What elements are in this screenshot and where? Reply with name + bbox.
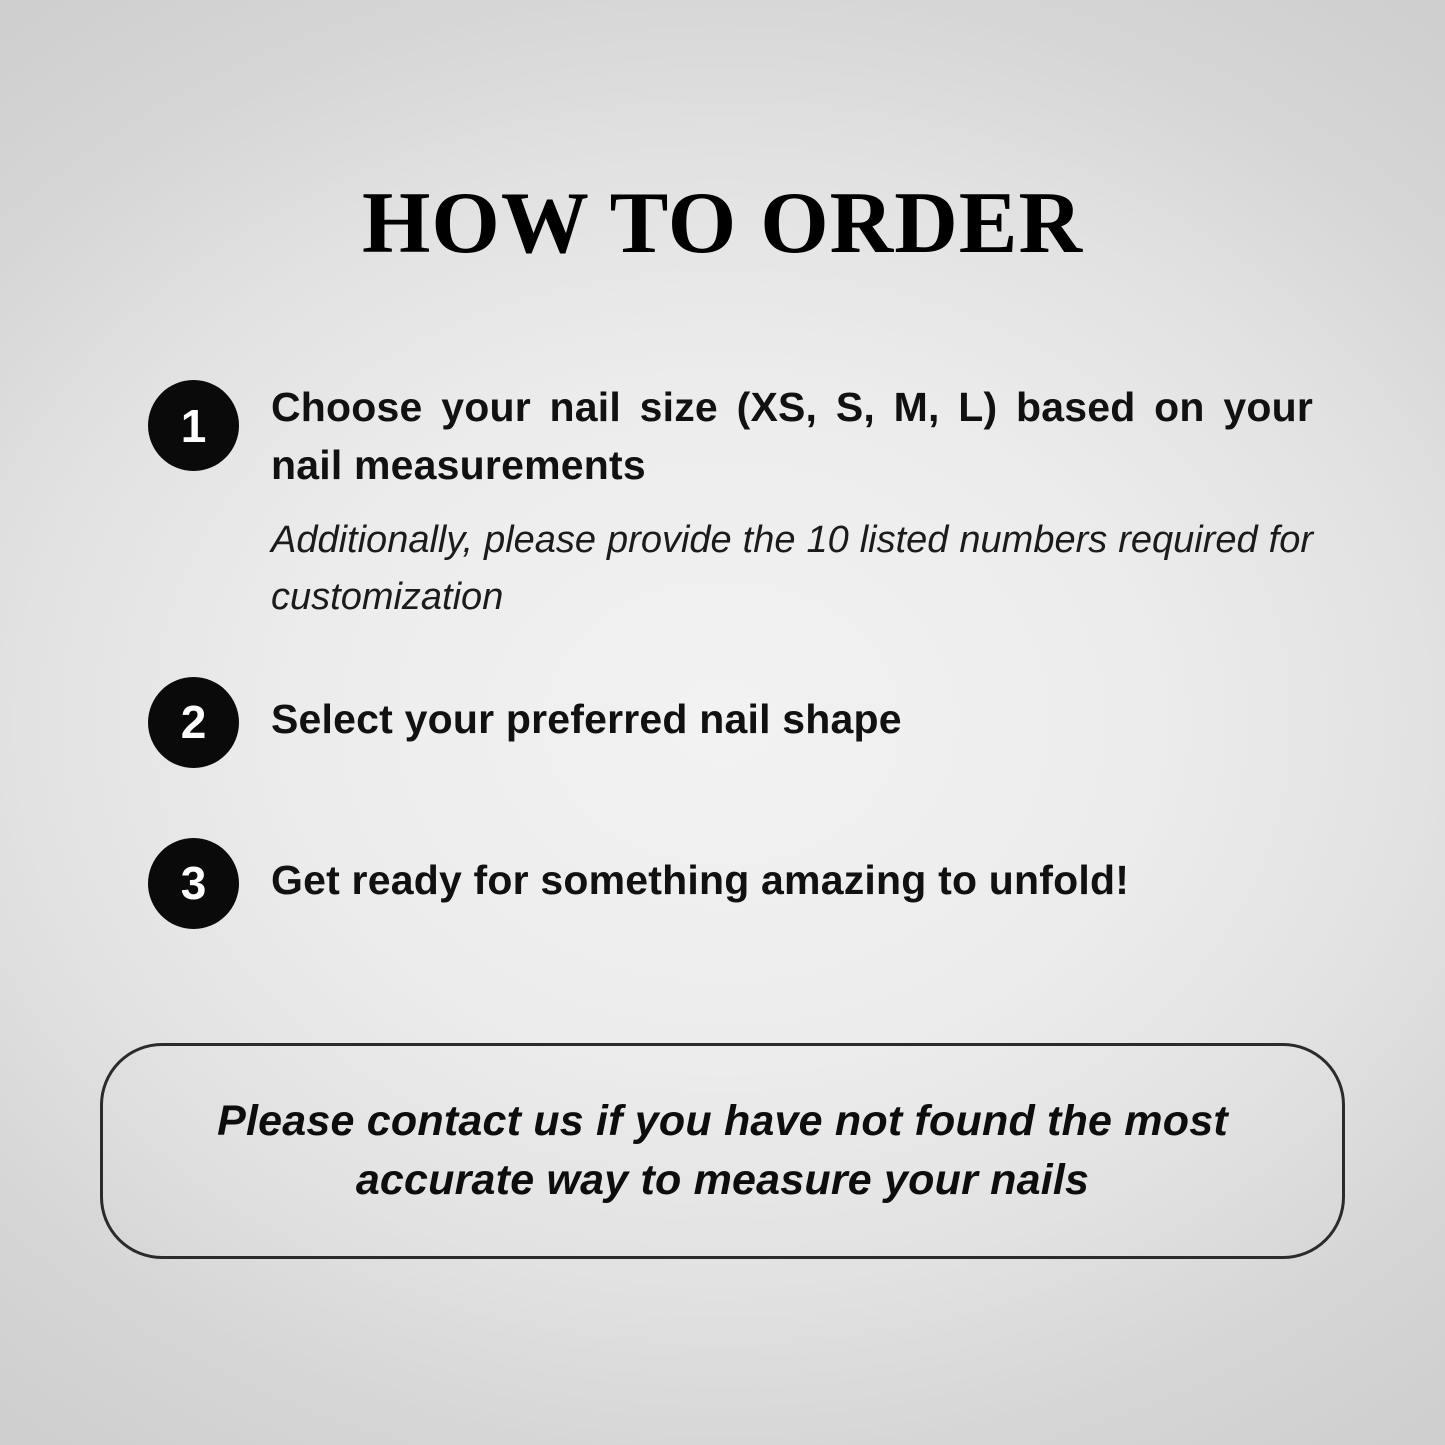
step-item <box>148 838 1313 929</box>
steps-list <box>148 378 1313 929</box>
step-text: Select your preferred nail shape <box>271 695 902 742</box>
step-item <box>148 677 1313 768</box>
step-number-badge: 1 <box>148 380 239 471</box>
step-subtext: Additionally, please provide the 10 listed numbers required for customization <box>271 519 1313 618</box>
step-content <box>271 838 1313 903</box>
contact-note-box <box>100 1043 1345 1259</box>
step-text: Choose your nail size (XS, S, M, L) based on your nail measurements <box>271 384 1313 489</box>
step-content <box>271 378 1313 625</box>
step-text: Get ready for something amazing to unfold! <box>271 856 1130 903</box>
step-number-badge: 2 <box>148 677 239 768</box>
step-item <box>148 378 1313 625</box>
step-content <box>271 677 1313 742</box>
page-title: HOW TO ORDER <box>361 175 1084 272</box>
step-number-badge: 3 <box>148 838 239 929</box>
contact-note-text: Please contact us if you have not found the most accurate way to measure your nails <box>217 1096 1228 1204</box>
